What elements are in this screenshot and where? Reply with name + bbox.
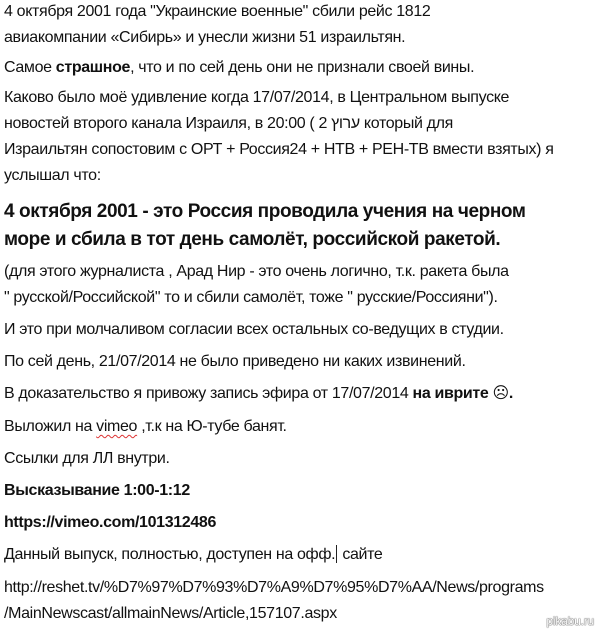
text-line (4, 449, 170, 469)
text-line (4, 114, 453, 134)
text-segment: услышал что: (4, 167, 101, 184)
text-line (4, 320, 504, 340)
text-line (4, 28, 405, 48)
text-segment: 4 октября 2001 - это Россия проводила учения на черном (4, 201, 526, 222)
misspelled-word: vimeo (96, 418, 138, 435)
text-segment: ,т.к на Ю-тубе банят. (137, 418, 287, 435)
text-line (4, 578, 544, 598)
text-line (4, 2, 430, 22)
text-line (4, 384, 513, 404)
bold-text: . (508, 385, 513, 402)
text-segment: Ссылки для ЛЛ внутри. (4, 450, 170, 467)
text-segment: " русской/Российской" то и сбили самолёт, тоже " русские/Россияни"). (4, 289, 498, 306)
text-line (4, 513, 216, 533)
text-segment: И это при молчаливом согласии всех остальных со-ведущих в студии. (4, 321, 504, 338)
text-segment: авиакомпании «Сибирь» и унесли жизни 51 израильтян. (4, 29, 406, 46)
pikabu-watermark: pikabu.ru (546, 614, 594, 628)
headline-line (4, 228, 500, 252)
text-segment: ☹ (488, 385, 509, 402)
text-line (4, 58, 474, 78)
text-line (4, 481, 190, 501)
text-line (4, 545, 382, 565)
headline-line (4, 200, 526, 224)
text-segment: В доказательство я привожу запись эфира от 17/07/2014 (4, 385, 413, 402)
bold-text: https://vimeo.com/101312486 (4, 514, 216, 531)
text-line (4, 417, 287, 437)
text-segment: Данный выпуск, полностью, доступен на офф. (4, 546, 336, 563)
text-line (4, 352, 466, 372)
text-segment: новостей второго канала Израиля, в 20:00 ( 2 ערוץ который для (4, 115, 453, 132)
text-line (4, 604, 337, 624)
text-segment: море и сбила в тот день самолёт, российской ракетой. (4, 229, 501, 250)
text-line (4, 140, 554, 160)
text-line (4, 166, 101, 186)
bold-text: страшное (55, 59, 131, 76)
text-segment: Самое (4, 59, 56, 76)
text-segment: /MainNewscast/allmainNews/Article,157107.aspx (4, 605, 337, 622)
text-segment: По сей день, 21/07/2014 не было приведено ни каких извинений. (4, 353, 466, 370)
text-segment: , что и по сей день они не признали своей вины. (130, 59, 475, 76)
text-segment: 4 октября 2001 года "Украинские военные" сбили рейс 1812 (4, 3, 431, 20)
text-segment: Израильтян сопостовим с ОРТ + Россия24 + НТВ + РЕН-ТВ вмести взятых) я (4, 141, 554, 158)
bold-text: Высказывание 1:00-1:12 (4, 482, 190, 499)
text-segment: сайте (338, 546, 383, 563)
text-line (4, 262, 509, 282)
text-segment: http://reshet.tv/%D7%97%D7%93%D7%A9%D7%95%D7%AA/News/programs (4, 579, 544, 596)
text-line (4, 288, 498, 308)
text-segment: (для этого журналиста , Арад Нир - это очень логично, т.к. ракета была (4, 263, 509, 280)
bold-text: на иврите (412, 385, 489, 402)
text-line (4, 88, 509, 108)
text-segment: Выложил на (4, 418, 97, 435)
text-segment: Каково было моё удивление когда 17/07/2014, в Центральном выпуске (4, 89, 510, 106)
